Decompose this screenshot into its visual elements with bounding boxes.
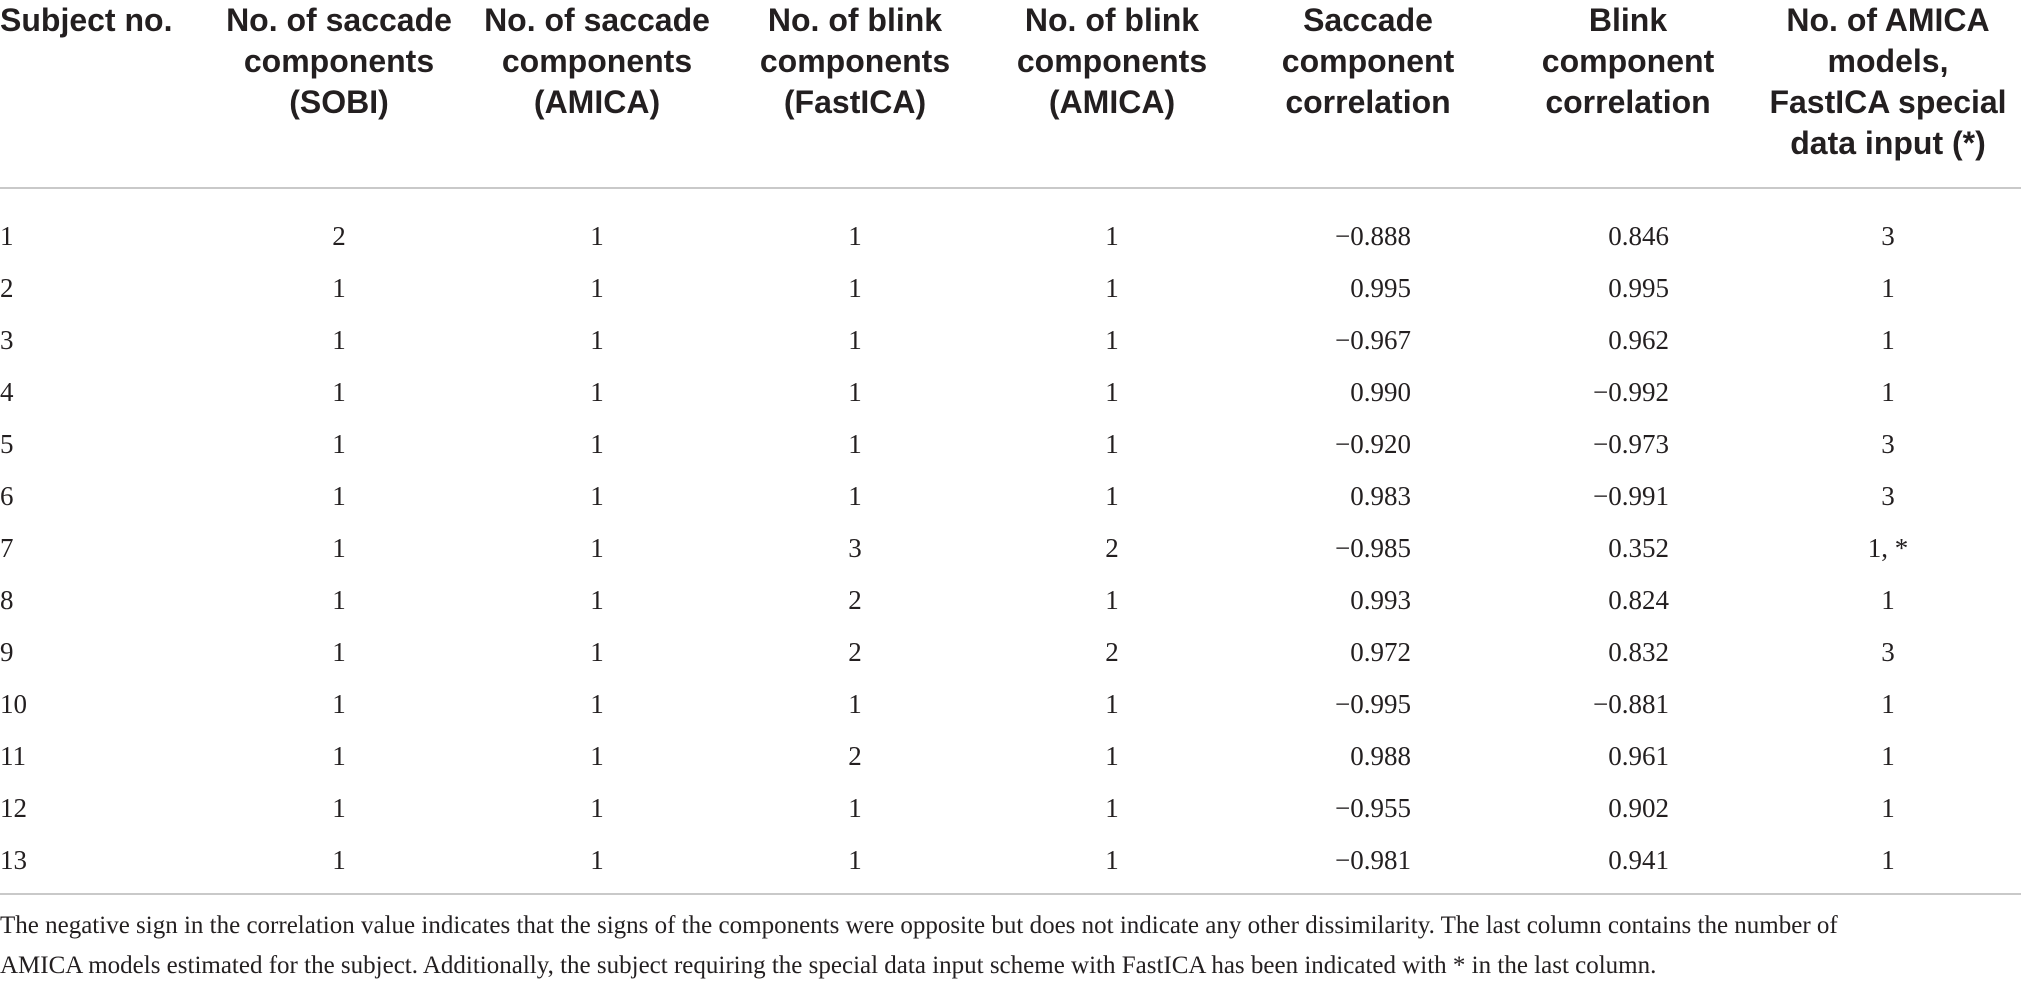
count-cell: 1 bbox=[332, 689, 346, 719]
count-cell: 1 bbox=[590, 637, 604, 667]
column-header-line: Subject no. bbox=[0, 2, 173, 38]
count-cell: 1 bbox=[1105, 273, 1119, 303]
column-header-line: No. of blink bbox=[1024, 2, 1200, 38]
column-header bbox=[477, 0, 717, 186]
column-header bbox=[0, 0, 200, 186]
count-cell: 1 bbox=[1105, 793, 1119, 823]
correlation-cell: −0.955 bbox=[1335, 793, 1411, 823]
correlation-cell: 0.824 bbox=[1608, 585, 1669, 615]
count-cell: 1 bbox=[1105, 377, 1119, 407]
count-cell: 1 bbox=[590, 481, 604, 511]
count-cell: 1 bbox=[848, 793, 862, 823]
count-cell: 1 bbox=[848, 377, 862, 407]
count-cell: 1 bbox=[590, 273, 604, 303]
correlation-cell: 0.995 bbox=[1608, 273, 1669, 303]
count-cell: 1 bbox=[848, 221, 862, 251]
column-header bbox=[735, 0, 975, 186]
correlation-cell: 0.990 bbox=[1350, 377, 1411, 407]
count-cell: 1 bbox=[848, 845, 862, 875]
table-footnote bbox=[0, 906, 2021, 986]
count-cell: 1 bbox=[1881, 741, 1895, 771]
count-cell: 1 bbox=[1881, 377, 1895, 407]
count-cell: 1 bbox=[332, 845, 346, 875]
column-header-line: component bbox=[1541, 43, 1715, 79]
count-cell: 2 bbox=[848, 585, 862, 615]
column-header-line: (FastICA) bbox=[783, 84, 927, 120]
column-header-line: components bbox=[759, 43, 951, 79]
correlation-cell: −0.992 bbox=[1593, 377, 1669, 407]
subject-number-cell: 3 bbox=[0, 325, 14, 355]
correlation-cell: 0.983 bbox=[1350, 481, 1411, 511]
column-header bbox=[992, 0, 1232, 186]
count-cell: 1 bbox=[1105, 845, 1119, 875]
count-cell: 1 bbox=[590, 377, 604, 407]
column-header-line: FastICA special bbox=[1769, 84, 2007, 120]
count-cell: 1 bbox=[590, 325, 604, 355]
count-cell: 1, * bbox=[1867, 533, 1909, 563]
count-cell: 3 bbox=[1881, 637, 1895, 667]
correlation-cell: 0.995 bbox=[1350, 273, 1411, 303]
column-header-line: Saccade bbox=[1303, 2, 1433, 38]
column-header-line: (AMICA) bbox=[533, 84, 661, 120]
count-cell: 1 bbox=[590, 741, 604, 771]
column-header-line: data input (*) bbox=[1790, 125, 1986, 161]
column-header-line: correlation bbox=[1285, 84, 1451, 120]
count-cell: 2 bbox=[332, 221, 346, 251]
count-cell: 1 bbox=[848, 429, 862, 459]
subject-number-cell: 11 bbox=[0, 741, 26, 771]
count-cell: 1 bbox=[1105, 221, 1119, 251]
count-cell: 1 bbox=[332, 273, 346, 303]
column-header-line: No. of saccade bbox=[484, 2, 710, 38]
count-cell: 1 bbox=[848, 273, 862, 303]
correlation-cell: −0.888 bbox=[1335, 221, 1411, 251]
count-cell: 1 bbox=[1881, 793, 1895, 823]
count-cell: 2 bbox=[1105, 637, 1119, 667]
count-cell: 1 bbox=[1881, 325, 1895, 355]
count-cell: 1 bbox=[332, 533, 346, 563]
column-header-line: No. of blink bbox=[767, 2, 943, 38]
correlation-cell: 0.961 bbox=[1608, 741, 1669, 771]
count-cell: 1 bbox=[1105, 325, 1119, 355]
count-cell: 3 bbox=[1881, 221, 1895, 251]
count-cell: 1 bbox=[332, 793, 346, 823]
count-cell: 1 bbox=[590, 429, 604, 459]
correlation-cell: 0.352 bbox=[1608, 533, 1669, 563]
count-cell: 1 bbox=[1105, 689, 1119, 719]
count-cell: 1 bbox=[590, 793, 604, 823]
count-cell: 1 bbox=[590, 689, 604, 719]
count-cell: 2 bbox=[1105, 533, 1119, 563]
count-cell: 1 bbox=[848, 325, 862, 355]
correlation-cell: 0.846 bbox=[1608, 221, 1669, 251]
count-cell: 1 bbox=[1105, 429, 1119, 459]
correlation-cell: −0.991 bbox=[1593, 481, 1669, 511]
correlation-cell: −0.995 bbox=[1335, 689, 1411, 719]
count-cell: 1 bbox=[1105, 585, 1119, 615]
count-cell: 3 bbox=[1881, 481, 1895, 511]
subject-number-cell: 4 bbox=[0, 377, 14, 407]
subject-number-cell: 10 bbox=[0, 689, 27, 719]
correlation-cell: 0.993 bbox=[1350, 585, 1411, 615]
column-header-line: No. of AMICA bbox=[1786, 2, 1990, 38]
subject-number-cell: 5 bbox=[0, 429, 14, 459]
correlation-cell: 0.972 bbox=[1350, 637, 1411, 667]
correlation-cell: −0.985 bbox=[1335, 533, 1411, 563]
correlation-cell: 0.902 bbox=[1608, 793, 1669, 823]
correlation-cell: −0.920 bbox=[1335, 429, 1411, 459]
count-cell: 1 bbox=[848, 481, 862, 511]
correlation-cell: −0.967 bbox=[1335, 325, 1411, 355]
correlation-cell: 0.832 bbox=[1608, 637, 1669, 667]
column-header-line: correlation bbox=[1545, 84, 1711, 120]
count-cell: 1 bbox=[332, 585, 346, 615]
count-cell: 2 bbox=[848, 637, 862, 667]
count-cell: 1 bbox=[1881, 585, 1895, 615]
count-cell: 1 bbox=[590, 533, 604, 563]
column-header bbox=[219, 0, 459, 186]
column-header-line: Blink bbox=[1588, 2, 1668, 38]
subject-number-cell: 13 bbox=[0, 845, 27, 875]
correlation-cell: −0.881 bbox=[1593, 689, 1669, 719]
subject-number-cell: 8 bbox=[0, 585, 14, 615]
correlation-cell: −0.981 bbox=[1335, 845, 1411, 875]
count-cell: 1 bbox=[332, 377, 346, 407]
column-header-line: models, bbox=[1827, 43, 1949, 79]
column-header-line: component bbox=[1281, 43, 1455, 79]
subject-number-cell: 2 bbox=[0, 273, 14, 303]
count-cell: 3 bbox=[848, 533, 862, 563]
column-header-line: components bbox=[243, 43, 435, 79]
count-cell: 1 bbox=[590, 221, 604, 251]
column-header-line: (AMICA) bbox=[1048, 84, 1176, 120]
count-cell: 1 bbox=[590, 585, 604, 615]
subject-number-cell: 12 bbox=[0, 793, 27, 823]
subject-number-cell: 7 bbox=[0, 533, 14, 563]
count-cell: 1 bbox=[332, 481, 346, 511]
count-cell: 3 bbox=[1881, 429, 1895, 459]
column-header-line: No. of saccade bbox=[226, 2, 452, 38]
count-cell: 1 bbox=[1881, 273, 1895, 303]
column-header-line: components bbox=[501, 43, 693, 79]
column-header-line: (SOBI) bbox=[289, 84, 389, 120]
correlation-cell: 0.962 bbox=[1608, 325, 1669, 355]
correlation-cell: 0.941 bbox=[1608, 845, 1669, 875]
count-cell: 1 bbox=[1105, 481, 1119, 511]
column-header bbox=[1508, 0, 1748, 186]
count-cell: 1 bbox=[1881, 689, 1895, 719]
count-cell: 1 bbox=[332, 429, 346, 459]
footnote-line-2: AMICA models estimated for the subject. Additionally, the subject requiring the special data input scheme with FastICA has been indicated with * in the last column. bbox=[0, 952, 1657, 979]
subject-number-cell: 9 bbox=[0, 637, 14, 667]
column-header bbox=[1248, 0, 1488, 186]
subject-number-cell: 1 bbox=[0, 221, 14, 251]
count-cell: 1 bbox=[848, 689, 862, 719]
column-header bbox=[1743, 0, 2021, 186]
count-cell: 1 bbox=[1105, 741, 1119, 771]
count-cell: 1 bbox=[332, 325, 346, 355]
column-header-line: components bbox=[1016, 43, 1208, 79]
count-cell: 1 bbox=[590, 845, 604, 875]
header-top-divider bbox=[0, 187, 2021, 189]
correlation-cell: −0.973 bbox=[1593, 429, 1669, 459]
count-cell: 2 bbox=[848, 741, 862, 771]
footnote-line-1: The negative sign in the correlation value indicates that the signs of the components were opposite but does not indicate any other dissimilarity. The last column contains the number of bbox=[0, 912, 1838, 939]
count-cell: 1 bbox=[332, 741, 346, 771]
subject-number-cell: 6 bbox=[0, 481, 14, 511]
correlation-cell: 0.988 bbox=[1350, 741, 1411, 771]
count-cell: 1 bbox=[1881, 845, 1895, 875]
count-cell: 1 bbox=[332, 637, 346, 667]
table-bottom-divider bbox=[0, 893, 2021, 895]
